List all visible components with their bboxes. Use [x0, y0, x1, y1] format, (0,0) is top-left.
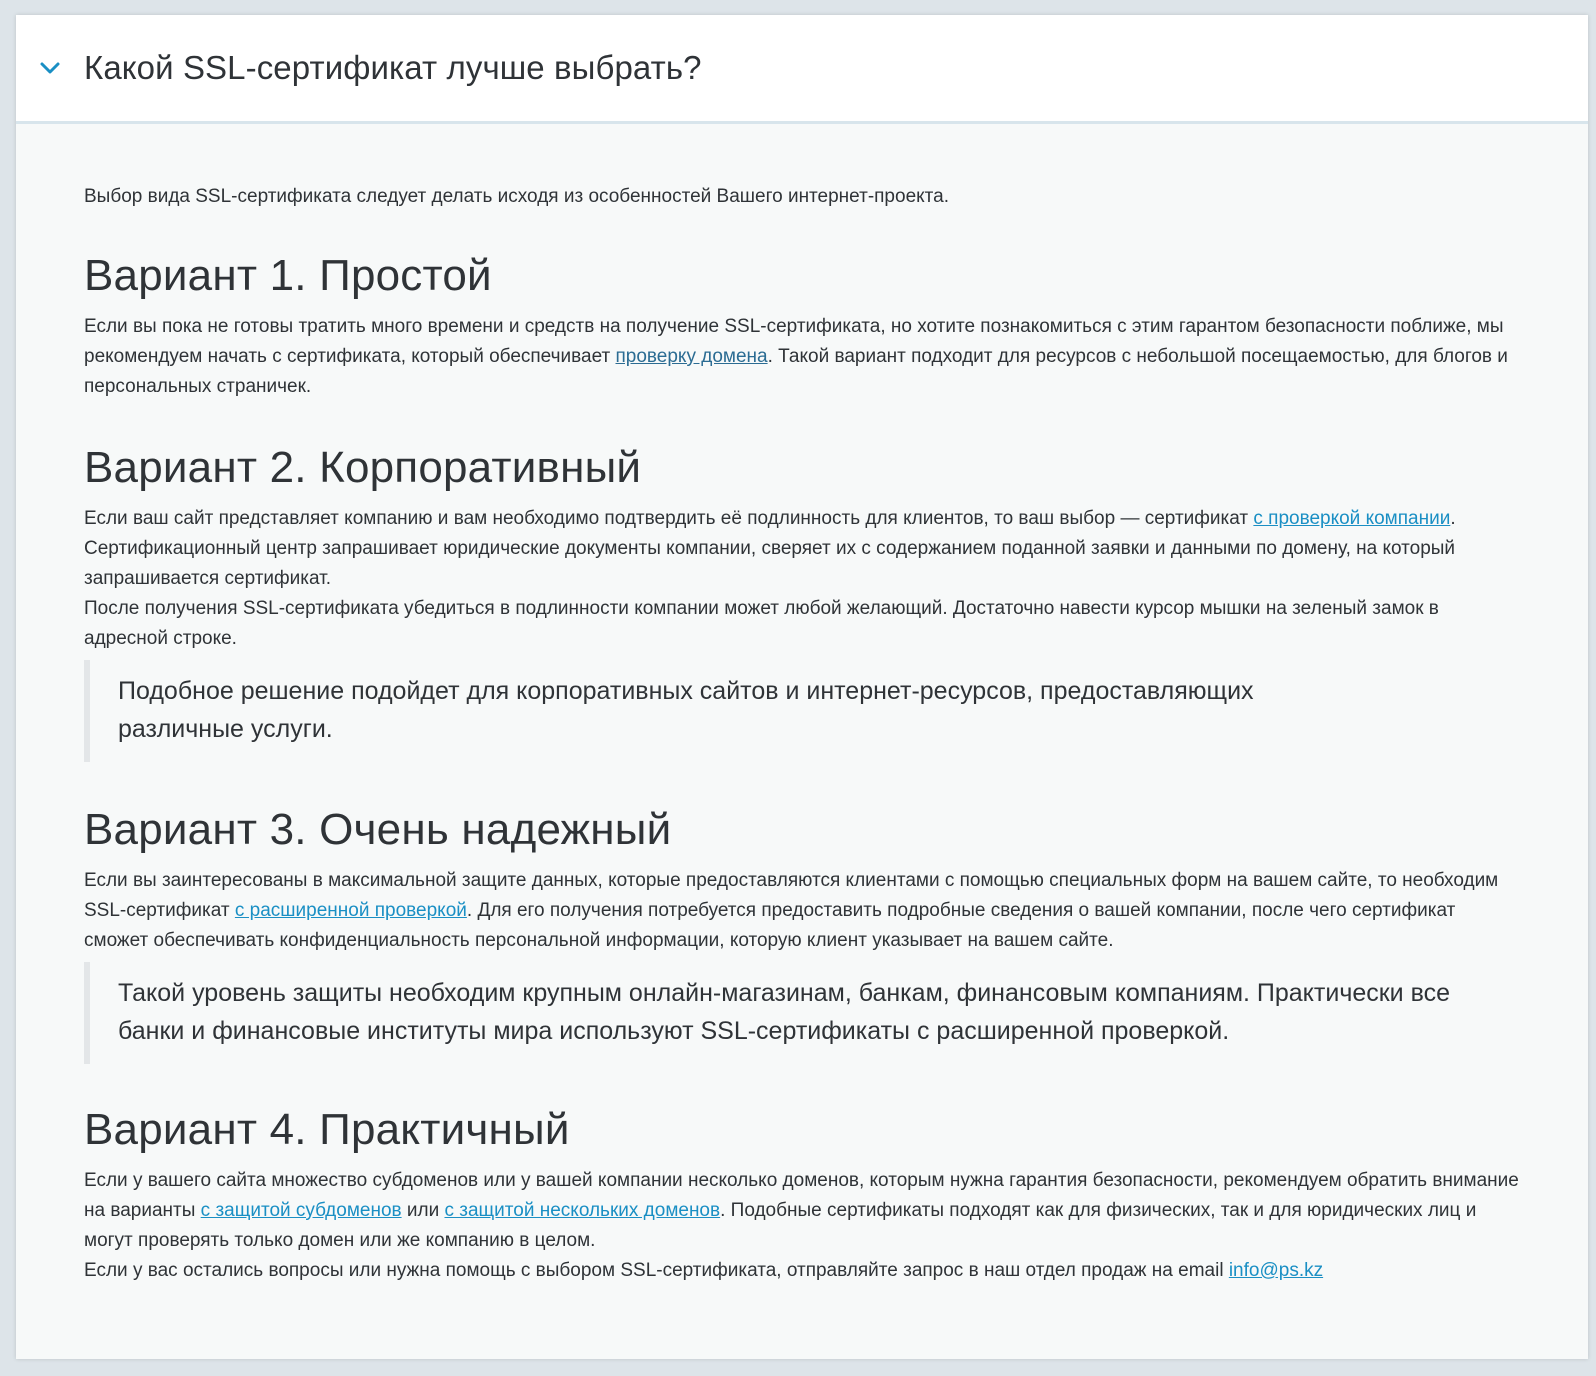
- section-heading-4: Вариант 4. Практичный: [84, 1105, 570, 1154]
- text: . Для его получения потребуется предоставить подробные сведения о вашей компании, после чего сертификат сможет обеспечивать конфиденциальность персональной информации, которую клиент указывает на вашем сайте.: [84, 900, 1456, 951]
- text: Если вы заинтересованы в максимальной защите данных, которые предоставляются клиентами с помощью специальных форм на вашем сайте, то необходим SSL-сертификат: [84, 870, 1499, 921]
- intro-text: Выбор вида SSL-сертификата следует делать исходя из особенностей Вашего интернет-проекта.: [84, 186, 949, 207]
- multi-domain-link[interactable]: с защитой нескольких доменов: [444, 1200, 721, 1221]
- text: .: [1450, 508, 1456, 529]
- accordion-header[interactable]: [16, 15, 1588, 124]
- section-3-quote: Такой уровень защиты необходим крупным онлайн-магазинам, банкам, финансовым компаниям. Практически все банки и финансовые институты мира используют SSL-сертификаты с расширенной проверкой.: [84, 962, 1520, 1064]
- section-4-paragraph-2: [84, 1256, 1520, 1286]
- section-1-paragraph: [84, 312, 1520, 402]
- email-link[interactable]: info@ps.kz: [1228, 1260, 1324, 1281]
- text: . Подобные сертификаты подходят как для физических, так и для юридических лиц и могут проверять только домен или же компанию в целом.: [84, 1200, 1477, 1251]
- section-heading-2: Вариант 2. Корпоративный: [84, 443, 642, 492]
- text: Если у вас остались вопросы или нужна помощь с выбором SSL-сертификата, отправляйте запрос в наш отдел продаж на email: [84, 1260, 1229, 1281]
- section-2-paragraph-3: После получения SSL-сертификата убедиться в подлинности компании может любой желающий. Достаточно навести курсор мышки на зеленый замок в адресной строке.: [84, 598, 1439, 649]
- section-heading-3: Вариант 3. Очень надежный: [84, 805, 672, 854]
- faq-accordion-panel: [16, 15, 1588, 1359]
- accordion-title[interactable]: Какой SSL-сертификат лучше выбрать?: [84, 49, 702, 86]
- extended-validation-link[interactable]: с расширенной проверкой: [234, 900, 467, 921]
- text: Если у вашего сайта множество субдоменов или у вашей компании несколько доменов, которым нужна гарантия безопасности, рекомендуем обратить внимание на варианты: [84, 1170, 1519, 1221]
- section-4-paragraph-1: [84, 1166, 1520, 1256]
- domain-validation-link[interactable]: проверку домена: [615, 346, 768, 367]
- section-heading-1: Вариант 1. Простой: [84, 251, 492, 300]
- accordion-content: [16, 124, 1588, 1286]
- section-3-paragraph: [84, 866, 1520, 956]
- section-2-paragraph-1: [84, 504, 1520, 534]
- chevron-down-icon[interactable]: [38, 56, 62, 80]
- text: или: [401, 1200, 445, 1221]
- text: Если вы пока не готовы тратить много времени и средств на получение SSL-сертификата, но хотите познакомиться с этим гарантом безопасности поближе, мы рекомендуем начать с сертификата, который обеспечивает: [84, 316, 1504, 367]
- organization-validation-link[interactable]: с проверкой компании: [1253, 508, 1451, 529]
- section-2-paragraph-2: Сертификационный центр запрашивает юридические документы компании, сверяет их с содержанием поданной заявки и данными по домену, на который запрашивается сертификат.: [84, 538, 1456, 589]
- text: . Такой вариант подходит для ресурсов с небольшой посещаемостью, для блогов и персональных страничек.: [84, 346, 1508, 397]
- section-2-quote: Подобное решение подойдет для корпоративных сайтов и интернет-ресурсов, предоставляющих различные услуги.: [84, 660, 1520, 762]
- wildcard-link[interactable]: с защитой субдоменов: [200, 1200, 402, 1221]
- text: Если ваш сайт представляет компанию и вам необходимо подтвердить её подлинность для клиентов, то ваш выбор — сертификат: [84, 508, 1254, 529]
